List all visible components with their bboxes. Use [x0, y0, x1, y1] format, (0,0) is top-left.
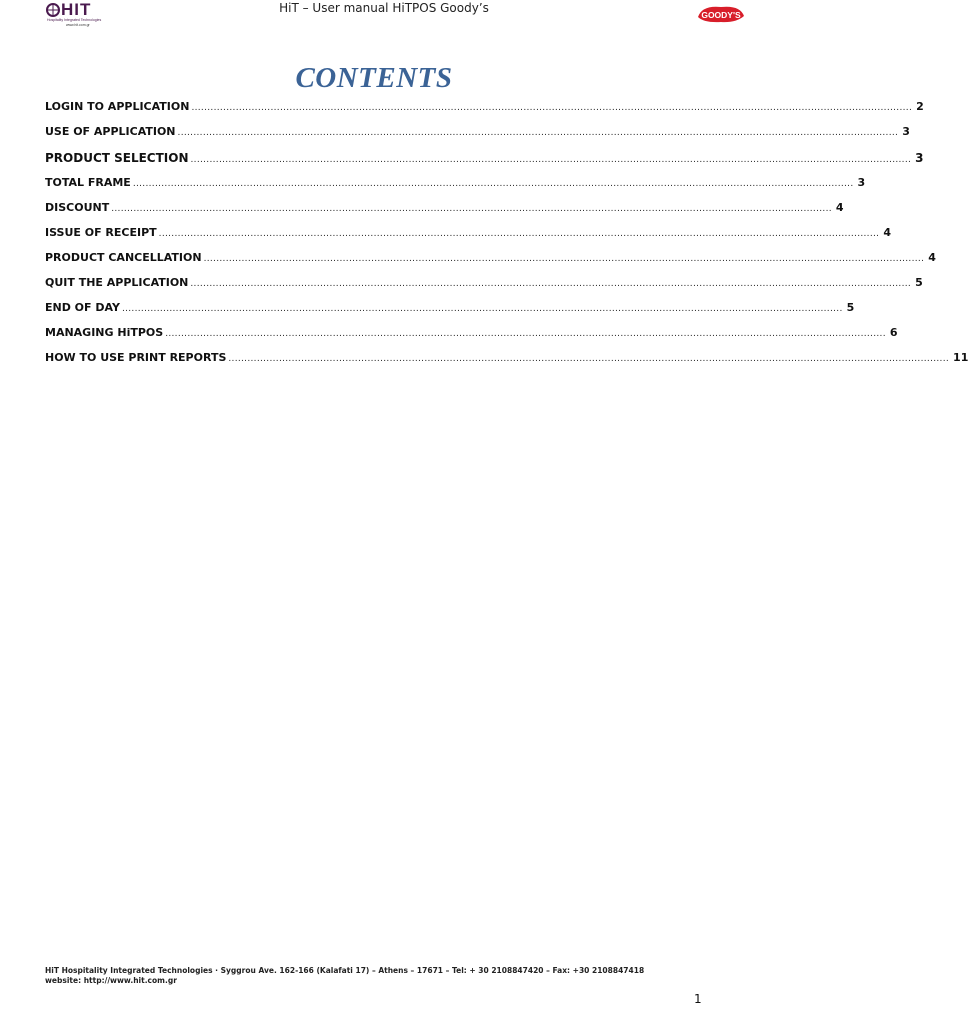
toc-entry-page: 5	[846, 301, 855, 314]
toc-entry-page: 4	[835, 201, 844, 214]
toc-entry-label: END OF DAY	[45, 301, 120, 314]
toc-entry-page: 4	[928, 251, 936, 264]
toc-entry-label: ISSUE OF RECEIPT	[45, 226, 157, 239]
toc-leader-dots: ....................................................................................................................................................................................................................................	[132, 179, 854, 189]
toc-leader-dots: ....................................................................................................................................................................................................................................	[228, 354, 950, 364]
toc-entry-label: QUIT THE APPLICATION	[45, 276, 189, 289]
toc-entry-label: MANAGING HiTPOS	[45, 326, 164, 339]
toc-entry[interactable]	[45, 176, 866, 192]
toc-entry[interactable]	[45, 201, 844, 217]
toc-leader-dots: ....................................................................................................................................................................................................................................	[203, 254, 925, 264]
toc-entry[interactable]	[45, 351, 968, 367]
footer-website: website: http://www.hit.com.gr	[45, 976, 177, 985]
toc-entry-label: HOW TO USE PRINT REPORTS	[45, 351, 227, 364]
toc-entry[interactable]	[45, 100, 924, 116]
goodys-logo-word: GOODY'S	[701, 10, 741, 20]
toc-entry-page: 5	[915, 276, 923, 289]
toc-entry-page: 3	[902, 125, 910, 138]
toc-entry-page: 3	[857, 176, 866, 189]
hit-logo-tagline: Hospitality Integrated Technologies	[47, 18, 102, 22]
toc-entry[interactable]	[45, 125, 910, 141]
toc-leader-dots: ....................................................................................................................................................................................................................................	[190, 155, 912, 165]
toc-entry-page: 4	[883, 226, 891, 239]
toc-entry[interactable]	[45, 326, 898, 342]
toc-entry-label: TOTAL FRAME	[45, 176, 131, 189]
toc-entry-page: 11	[953, 351, 968, 364]
page-title: CONTENTS	[295, 62, 453, 94]
toc-entry[interactable]	[45, 151, 924, 167]
header-title: HiT – User manual HiTPOS Goody’s	[279, 1, 489, 15]
hit-logo-website: www.hit.com.gr	[66, 23, 90, 27]
toc-leader-dots: ....................................................................................................................................................................................................................................	[190, 279, 912, 289]
goodys-logo	[696, 4, 746, 24]
toc-entry-label: LOGIN TO APPLICATION	[45, 100, 190, 113]
toc-entry-page: 3	[915, 151, 924, 165]
toc-leader-dots: ....................................................................................................................................................................................................................................	[121, 304, 843, 314]
toc-entry[interactable]	[45, 226, 891, 242]
footer-address: HiT Hospitality Integrated Technologies · Syggrou Ave. 162-166 (Kalafati 17) – Athens – 17671 – Tel: + 30 2108847420 – Fax: +30 2108847418	[45, 966, 645, 975]
toc-leader-dots: ....................................................................................................................................................................................................................................	[165, 329, 886, 339]
toc-entry[interactable]	[45, 301, 855, 317]
toc-entry-label: PRODUCT CANCELLATION	[45, 251, 202, 264]
page-header	[0, 0, 768, 30]
toc-entry-page: 2	[916, 100, 924, 113]
toc-entry-page: 6	[889, 326, 898, 339]
toc-entry-label: USE OF APPLICATION	[45, 125, 176, 138]
hit-logo-word: HIT	[61, 0, 92, 19]
toc-entry[interactable]	[45, 276, 923, 292]
page-footer	[45, 966, 725, 986]
toc-leader-dots: ....................................................................................................................................................................................................................................	[177, 128, 899, 138]
toc-entry[interactable]	[45, 251, 936, 267]
toc-entry-label: PRODUCT SELECTION	[45, 151, 189, 165]
toc-entry-label: DISCOUNT	[45, 201, 110, 214]
toc-leader-dots: ....................................................................................................................................................................................................................................	[158, 229, 880, 239]
toc-leader-dots: ....................................................................................................................................................................................................................................	[111, 204, 832, 214]
page-number: 1	[694, 992, 702, 1006]
toc-leader-dots: ....................................................................................................................................................................................................................................	[191, 103, 913, 113]
